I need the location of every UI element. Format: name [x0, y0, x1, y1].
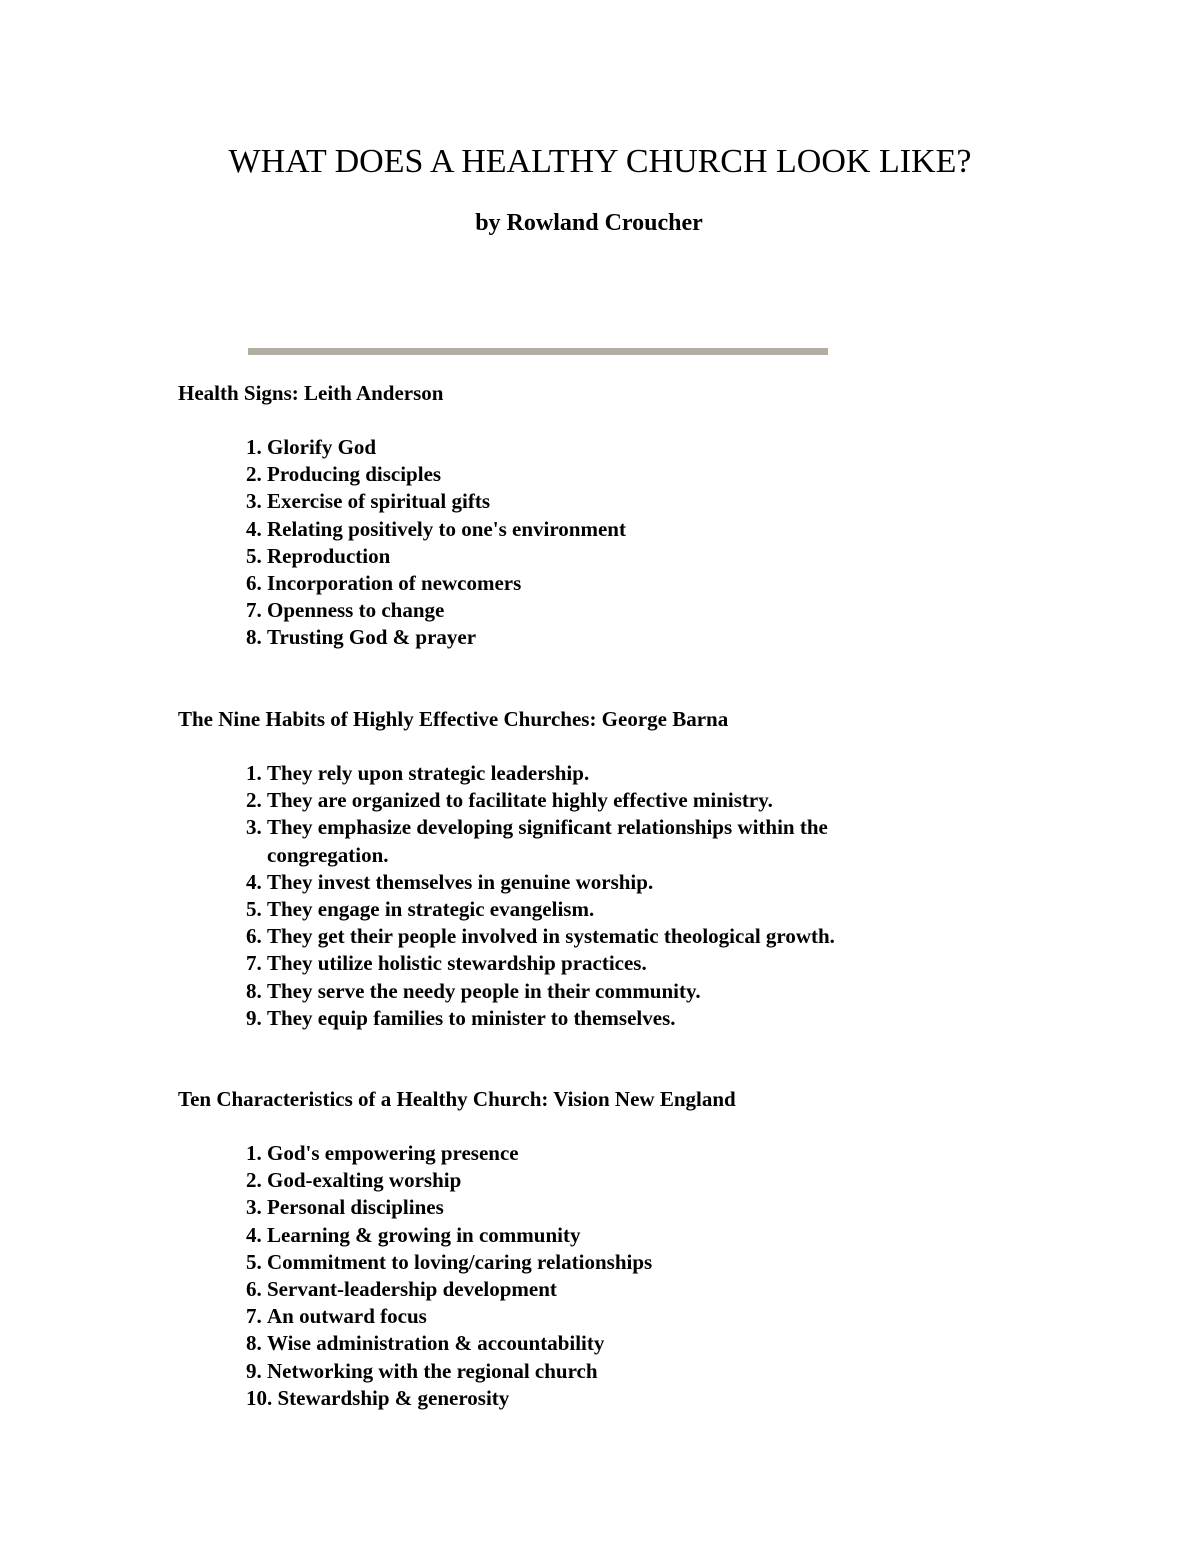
list-item: [246, 434, 946, 461]
list-item-number: 3.: [246, 489, 267, 514]
list-item: [246, 869, 916, 896]
list-item: [246, 1005, 916, 1032]
list-item-number: 10.: [246, 1385, 278, 1410]
list-item-text: Trusting God & prayer: [267, 625, 477, 650]
list-item-number: 6.: [246, 1277, 267, 1302]
list-item: [246, 597, 946, 624]
list-item-text: Wise administration & accountability: [267, 1331, 605, 1356]
list-item-text: They rely upon strategic leadership.: [267, 761, 590, 785]
list-item-text: God's empowering presence: [267, 1141, 519, 1165]
author-byline: by Rowland Croucher: [475, 210, 703, 236]
list-item-text: Servant-leadership development: [267, 1277, 557, 1302]
numbered-list: [246, 1140, 946, 1412]
list-item-text: An outward focus: [267, 1304, 427, 1329]
list-item-text: Networking with the regional church: [267, 1358, 598, 1383]
list-item-number: 3.: [246, 815, 267, 840]
list-item-number: 1.: [246, 435, 267, 459]
list-item-number: 5.: [246, 1249, 267, 1274]
list-item-number: 4.: [246, 516, 267, 541]
list-item: [246, 461, 946, 488]
list-item-text: God-exalting worship: [267, 1168, 462, 1193]
list-item: [246, 1276, 946, 1303]
list-item-text: They get their people involved in systematic theological growth.: [267, 924, 835, 949]
list-item: [246, 624, 946, 651]
list-item: [246, 814, 916, 868]
list-item-number: 1.: [246, 1141, 267, 1165]
list-item-number: 5.: [246, 543, 267, 568]
list-item-number: 2.: [246, 1168, 267, 1193]
list-item-number: 8.: [246, 978, 267, 1003]
list-item-number: 7.: [246, 951, 267, 976]
list-item: [246, 1385, 946, 1412]
section-heading: Ten Characteristics of a Healthy Church: Vision New England: [178, 1087, 736, 1111]
list-item-number: 8.: [246, 1331, 267, 1356]
list-item-number: 9.: [246, 1358, 267, 1383]
list-item: [246, 896, 916, 923]
list-item-text: Producing disciples: [267, 462, 442, 487]
list-item-text: They engage in strategic evangelism.: [267, 897, 595, 922]
numbered-list: [246, 760, 916, 1032]
list-item-number: 4.: [246, 869, 267, 894]
list-item: [246, 978, 916, 1005]
list-item: [246, 1358, 946, 1385]
list-item: [246, 923, 916, 950]
list-item: [246, 1140, 946, 1167]
list-item-text: Incorporation of newcomers: [267, 571, 522, 596]
section-ten-characteristics: [178, 1086, 1078, 1410]
list-item: [246, 950, 916, 977]
list-item-text: Glorify God: [267, 435, 377, 459]
list-item: [246, 1167, 946, 1194]
list-item-text: Personal disciplines: [267, 1195, 444, 1220]
list-item-text: They invest themselves in genuine worship.: [267, 869, 654, 894]
list-item-number: 7.: [246, 1304, 267, 1329]
list-item-text: Relating positively to one's environment: [267, 516, 626, 541]
list-item-number: 4.: [246, 1222, 267, 1247]
list-item: [246, 760, 916, 787]
list-item-text: They equip families to minister to themselves.: [267, 1005, 676, 1030]
numbered-list: [246, 434, 946, 652]
list-item-number: 9.: [246, 1005, 267, 1030]
list-item-number: 8.: [246, 625, 267, 650]
list-item: [246, 1330, 946, 1357]
list-item-number: 3.: [246, 1195, 267, 1220]
list-item-number: 2.: [246, 462, 267, 487]
list-item: [246, 1303, 946, 1330]
list-item-text: Stewardship & generosity: [277, 1385, 510, 1410]
list-item: [246, 787, 916, 814]
list-item-number: 5.: [246, 897, 267, 922]
section-health-signs: [178, 380, 1078, 650]
list-item: [246, 1222, 946, 1249]
list-item-text: Commitment to loving/caring relationships: [267, 1249, 653, 1274]
list-item: [246, 1194, 946, 1221]
horizontal-rule: [248, 348, 828, 355]
list-item: [246, 570, 946, 597]
list-item-text: They are organized to facilitate highly effective ministry.: [267, 788, 773, 813]
list-item: [246, 488, 946, 515]
page-title: WHAT DOES A HEALTHY CHURCH LOOK LIKE?: [228, 143, 972, 180]
list-item-number: 2.: [246, 788, 267, 813]
list-item-number: 6.: [246, 571, 267, 596]
section-nine-habits: [178, 706, 1078, 1030]
list-item: [246, 1249, 946, 1276]
list-item-text: They serve the needy people in their community.: [267, 978, 701, 1003]
list-item-text: Reproduction: [267, 543, 391, 568]
list-item-number: 7.: [246, 598, 267, 623]
section-heading: The Nine Habits of Highly Effective Churches: George Barna: [178, 707, 729, 731]
section-heading: Health Signs: Leith Anderson: [178, 381, 444, 405]
list-item: [246, 543, 946, 570]
list-item-number: 1.: [246, 761, 267, 785]
list-item-text: Learning & growing in community: [267, 1222, 581, 1247]
list-item-number: 6.: [246, 924, 267, 949]
list-item-text: They utilize holistic stewardship practices.: [267, 951, 647, 976]
list-item: [246, 516, 946, 543]
list-item-text: Exercise of spiritual gifts: [267, 489, 491, 514]
list-item-text: Openness to change: [267, 598, 445, 623]
list-item-text: They emphasize developing significant relationships within the congregation.: [267, 815, 828, 867]
